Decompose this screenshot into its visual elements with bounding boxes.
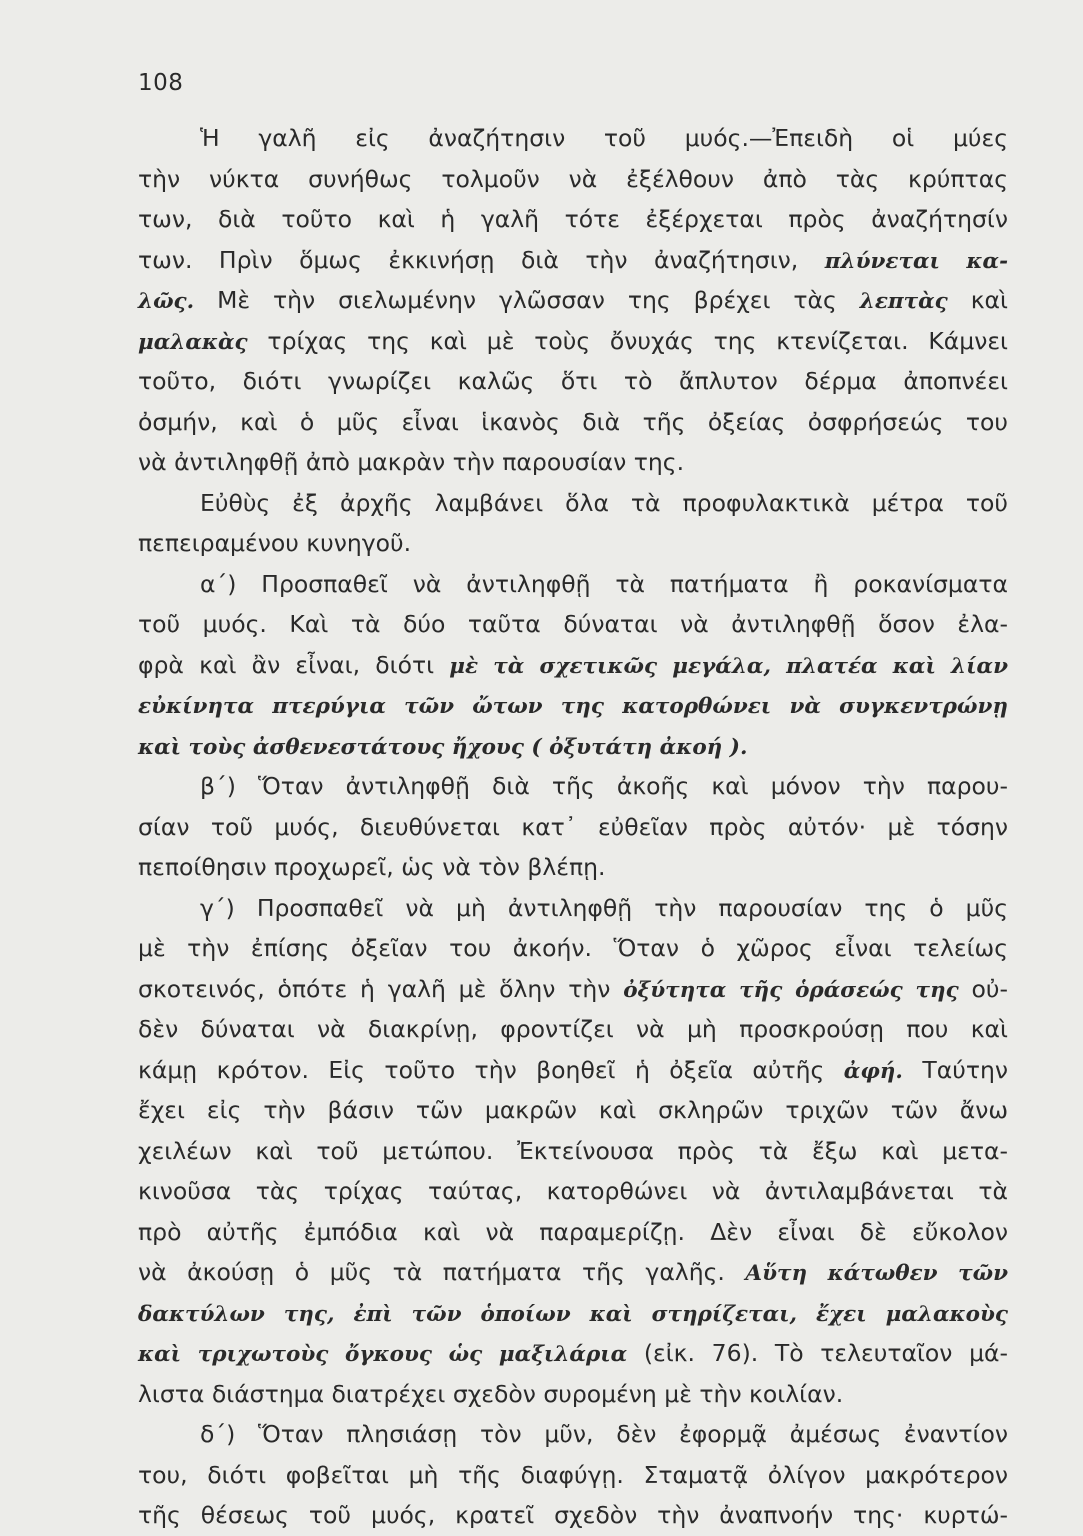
text-segment: Μὲ τὴν σιελωμένην γλῶσσαν της βρέχει τὰς [194, 286, 860, 314]
text-line [138, 1171, 1008, 1212]
text-line [138, 564, 1008, 605]
text-line [138, 1455, 1008, 1496]
text-line [138, 483, 1008, 524]
emphasized-text: λεπτὰς [859, 289, 948, 314]
text-line [138, 604, 1008, 645]
emphasized-text: καὶ τοὺς ἀσθενεστάτους ἤχους ( ὀξυτάτη ἀκοή ). [138, 734, 748, 760]
emphasized-text: μαλακὰς [138, 329, 248, 355]
emphasized-text: ἀφή. [843, 1058, 903, 1084]
text-line [138, 199, 1008, 240]
text-segment: του, διότι φοβεῖται μὴ τῆς διαφύγῃ. Σταματᾷ ὀλίγον μακρότερον [138, 1460, 1008, 1489]
emphasized-text: λῶς. [138, 289, 195, 314]
text-line [138, 321, 1008, 362]
text-segment: πεπειραμένου κυνηγοῦ. [138, 529, 412, 557]
text-segment: σίαν τοῦ μυός, διευθύνεται κατ᾽ εὐθεῖαν πρὸς αὐτόν· μὲ τόσην [138, 812, 1008, 841]
text-line [138, 1374, 1008, 1415]
emphasized-text: δακτύλων της, ἐπὶ τῶν ὁποίων καὶ στηρίζεται, ἔχει μαλακοὺς [138, 1301, 1008, 1327]
text-line [138, 969, 1008, 1010]
text-line [138, 361, 1008, 402]
text-segment: Εὐθὺς ἐξ ἀρχῆς λαμβάνει ὅλα τὰ προφυλακτικὰ μέτρα τοῦ [200, 488, 1008, 517]
text-segment: καὶ [947, 286, 1009, 314]
text-segment: α΄) Προσπαθεῖ νὰ ἀντιληφθῇ τὰ πατήματα ἢ ροκανίσματα [200, 569, 1008, 598]
text-segment: Ἡ γαλῆ εἰς ἀναζήτησιν τοῦ μυός. [200, 124, 749, 152]
text-segment: σκοτεινός, ὁπότε ἡ γαλῆ μὲ ὅλην τὴν [138, 974, 624, 1003]
text-segment: οὐ- [958, 974, 1008, 1003]
text-segment: —Ἐπειδὴ οἱ μύες [748, 124, 1008, 152]
text-segment: τρίχας της καὶ μὲ τοὺς ὄνυχάς της κτενίζεται. Κάμνει [247, 326, 1008, 355]
text-segment: κάμῃ κρότον. Εἰς τοῦτο τὴν βοηθεῖ ἡ ὀξεῖα αὐτῆς [138, 1055, 844, 1084]
text-segment: δ΄) Ὅταν πλησιάσῃ τὸν μῦν, δὲν ἐφορμᾷ ἀμέσως ἐναντίον [200, 1420, 1008, 1448]
text-segment: Ταύτην [902, 1055, 1008, 1084]
text-line [138, 1009, 1008, 1050]
emphasized-text: Αὕτη κάτωθεν τῶν [745, 1261, 1008, 1286]
text-line [138, 159, 1008, 200]
text-line [138, 1414, 1008, 1455]
text-segment: (εἰκ. 76). Τὸ τελευταῖον μά- [627, 1339, 1008, 1367]
text-line [138, 888, 1008, 929]
text-line [138, 928, 1008, 969]
emphasized-text: πλύνεται κα- [824, 248, 1009, 274]
text-line [138, 240, 1008, 281]
text-line [138, 442, 1008, 483]
text-segment: λιστα διάστημα διατρέχει σχεδὸν συρομένη μὲ τὴν κοιλίαν. [138, 1379, 844, 1408]
emphasized-text: μὲ τὰ σχετικῶς μεγάλα, πλατέα καὶ λίαν [449, 653, 1009, 679]
text-line [138, 402, 1008, 443]
text-line [138, 1050, 1008, 1091]
text-line [138, 118, 1008, 159]
body-text [138, 118, 1008, 1536]
text-line [138, 847, 1008, 888]
emphasized-text: καὶ τριχωτοὺς ὄγκους ὡς μαξιλάρια [138, 1342, 628, 1367]
page-number: 108 [138, 70, 184, 96]
text-segment: νὰ ἀντιληφθῇ ἀπὸ μακρὰν τὴν παρουσίαν της. [138, 448, 685, 476]
text-line [138, 645, 1008, 686]
text-line [138, 685, 1008, 726]
text-line [138, 280, 1008, 321]
text-line [138, 726, 1008, 767]
text-segment: των. Πρὶν ὅμως ἐκκινήσῃ διὰ τὴν ἀναζήτησιν, [138, 245, 825, 274]
text-line [138, 766, 1008, 807]
text-line [138, 1090, 1008, 1131]
text-segment: τοῦτο, διότι γνωρίζει καλῶς ὅτι τὸ ἄπλυτον δέρμα ἀποπνέει [138, 367, 1008, 395]
text-segment: ὀσμήν, καὶ ὁ μῦς εἶναι ἱκανὸς διὰ τῆς ὀξείας ὀσφρήσεώς του [138, 407, 1008, 436]
text-segment: τὴν νύκτα συνήθως τολμοῦν νὰ ἐξέλθουν ἀπὸ τὰς κρύπτας [138, 164, 1008, 193]
text-segment: κινοῦσα τὰς τρίχας ταύτας, κατορθώνει νὰ ἀντιλαμβάνεται τὰ [138, 1177, 1008, 1205]
text-segment: δὲν δύναται νὰ διακρίνῃ, φροντίζει νὰ μὴ προσκρούσῃ που καὶ [138, 1015, 1008, 1043]
text-segment: β΄) Ὅταν ἀντιληφθῇ διὰ τῆς ἀκοῆς καὶ μόνον τὴν παρου- [200, 772, 1008, 800]
emphasized-text: εὐκίνητα πτερύγια τῶν ὤτων της κατορθώνει νὰ συγκεντρώνῃ [138, 694, 1008, 719]
text-segment: φρὰ καὶ ἂν εἶναι, διότι [138, 650, 450, 679]
text-line [138, 1495, 1008, 1536]
text-segment: χειλέων καὶ τοῦ μετώπου. Ἐκτείνουσα πρὸς τὰ ἔξω καὶ μετα- [138, 1136, 1008, 1165]
text-segment: πεποίθησιν προχωρεῖ, ὡς νὰ τὸν βλέπῃ. [138, 853, 606, 881]
text-segment: γ΄) Προσπαθεῖ νὰ μὴ ἀντιληφθῇ τὴν παρουσίαν της ὁ μῦς [200, 893, 1008, 922]
text-segment: πρὸ αὐτῆς ἐμπόδια καὶ νὰ παραμερίζῃ. Δὲν εἶναι δὲ εὔκολον [138, 1217, 1008, 1246]
text-line [138, 1131, 1008, 1172]
text-segment: τῆς θέσεως τοῦ μυός, κρατεῖ σχεδὸν τὴν ἀναπνοήν της· κυρτώ- [138, 1501, 1008, 1529]
text-line [138, 1212, 1008, 1253]
text-line [138, 807, 1008, 848]
text-segment: μὲ τὴν ἐπίσης ὀξεῖαν του ἀκοήν. Ὅταν ὁ χῶρος εἶναι τελείως [138, 934, 1008, 962]
text-line [138, 1252, 1008, 1293]
text-line [138, 1333, 1008, 1374]
text-line [138, 1293, 1008, 1334]
text-segment: των, διὰ τοῦτο καὶ ἡ γαλῆ τότε ἐξέρχεται πρὸς ἀναζήτησίν [138, 205, 1008, 233]
text-segment: ἔχει εἰς τὴν βάσιν τῶν μακρῶν καὶ σκληρῶν τριχῶν τῶν ἄνω [138, 1096, 1008, 1124]
emphasized-text: ὀξύτητα τῆς ὁράσεώς της [623, 977, 959, 1003]
text-segment: τοῦ μυός. Καὶ τὰ δύο ταῦτα δύναται νὰ ἀντιληφθῇ ὅσον ἐλα- [138, 610, 1008, 638]
text-segment: νὰ ἀκούσῃ ὁ μῦς τὰ πατήματα τῆς γαλῆς. [138, 1258, 746, 1286]
text-line [138, 523, 1008, 564]
